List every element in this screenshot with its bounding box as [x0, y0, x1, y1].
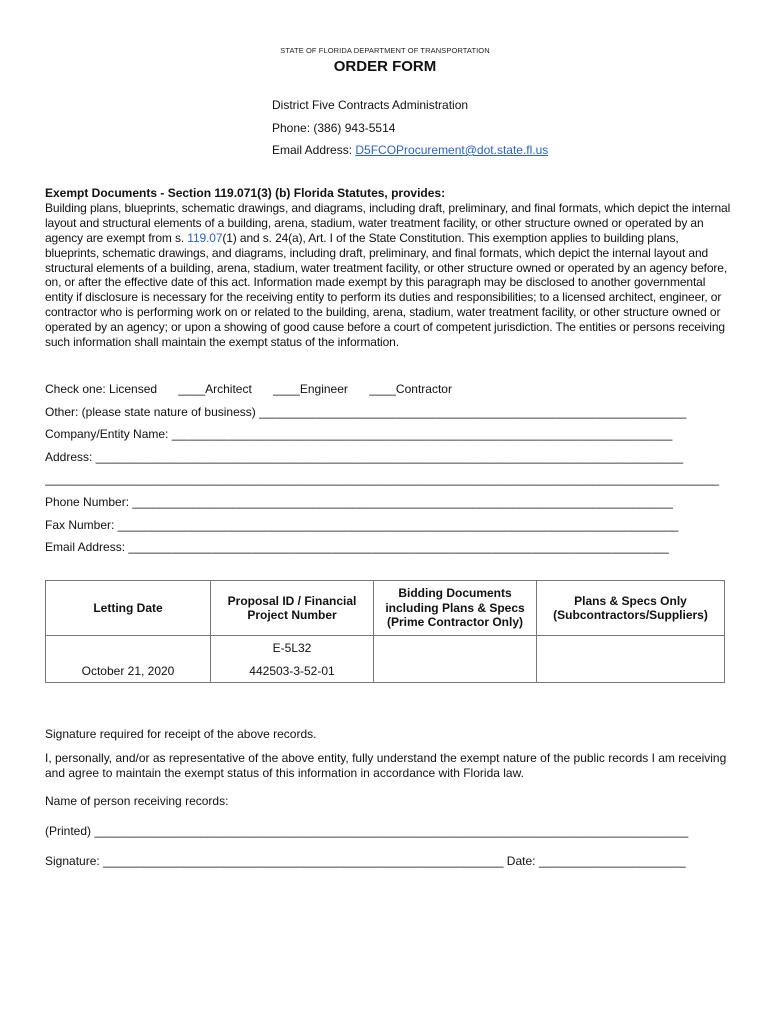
- exempt-text-part-a: Building plans, blueprints, schematic drawings, and diagrams, including draft, preliminary, and final formats, which depict the internal layout and structural elements of a building, arena, stadium, water treatment facility, or other structure owned or operated by an agency are exempt from s.: [45, 200, 731, 245]
- address-line-2-field[interactable]: _____________________________________________________________________________________________________: [45, 472, 720, 487]
- contact-email-row: [272, 139, 548, 162]
- letting-date-header: Letting Date: [46, 581, 211, 636]
- signoff-section: [45, 727, 735, 869]
- exempt-body: [45, 201, 735, 350]
- table-row: [46, 636, 725, 660]
- plans-specs-header: Plans & Specs Only (Subcontractors/Suppliers): [537, 581, 725, 636]
- form-header: [0, 46, 770, 75]
- letting-date-cell: October 21, 2020: [46, 659, 211, 683]
- license-check-row: [45, 380, 735, 403]
- printed-name-field[interactable]: (Printed) _________________________________________________________________________________________: [45, 824, 689, 838]
- signature-field[interactable]: Signature: ____________________________________________________________: [45, 854, 504, 868]
- signature-required-note: Signature required for receipt of the above records.: [45, 727, 317, 741]
- applicant-fields: [45, 380, 735, 561]
- plans-specs-cell[interactable]: [537, 636, 725, 683]
- check-one-label: Check one: Licensed: [45, 382, 158, 396]
- form-title: ORDER FORM: [333, 58, 437, 75]
- fax-number-field[interactable]: Fax Number: ____________________________________________________________________________________: [45, 517, 679, 532]
- exempt-heading: Exempt Documents - Section 119.071(3) (b) Florida Statutes, provides:: [45, 186, 446, 200]
- acknowledgement-statement: I, personally, and/or as representative of the above entity, fully understand the exempt nature of the public records I am receiving and agree to maintain the exempt status of this information in accordance with Florida law.: [45, 751, 727, 780]
- district-name: District Five Contracts Administration: [272, 98, 469, 112]
- contact-phone: Phone: (386) 943-5514: [272, 120, 396, 135]
- email-address-field[interactable]: Email Address: _________________________________________________________________________________: [45, 540, 669, 555]
- statute-reference: 119.07: [187, 230, 223, 245]
- contact-block: [272, 94, 548, 162]
- table-header-row: [46, 581, 725, 636]
- other-business-field[interactable]: Other: (please state nature of business) ________________________________________________________________: [45, 404, 687, 419]
- architect-option[interactable]: ____Architect: [178, 382, 252, 396]
- letting-date-cell-top: [46, 636, 211, 660]
- proposal-id-cell: E-5L32: [211, 636, 374, 660]
- date-field[interactable]: Date: ______________________: [503, 854, 686, 868]
- receiver-name-label: Name of person receiving records:: [45, 794, 229, 808]
- bidding-documents-header: Bidding Documents including Plans & Specs (Prime Contractor Only): [374, 581, 537, 636]
- signature-row: [45, 854, 735, 869]
- company-name-field[interactable]: Company/Entity Name: ___________________________________________________________________________: [45, 427, 673, 442]
- agency-name: STATE OF FLORIDA DEPARTMENT OF TRANSPORTATION: [280, 46, 490, 55]
- phone-number-field[interactable]: Phone Number: _________________________________________________________________________________: [45, 494, 673, 509]
- bidding-documents-cell[interactable]: [374, 636, 537, 683]
- contact-email-link[interactable]: D5FCOProcurement@dot.state.fl.us: [355, 143, 549, 157]
- exempt-text-part-b: (1) and s. 24(a), Art. I of the State Constitution. This exemption applies to building plans, blueprints, schematic drawings, and diagrams, including draft, preliminary, and final formats, which depict the internal layout and structural elements of a building, arena, stadium, water treatment facility, or other structure owned or operated by an agency before, on, or after the effective date of this act. Information made exempt by this paragraph may be disclosed to another governmental entity if disclosure is necessary for the receiving entity to perform its duties and responsibilities; to a licensed architect, engineer, or contractor who is performing work on or related to the building, arena, stadium, water treatment facility, or other structure owned or operated by an agency; or upon a showing of good cause before a court of competent jurisdiction. The entities or persons receiving such information shall maintain the exempt status of the information.: [45, 230, 728, 350]
- contractor-option[interactable]: ____Contractor: [369, 382, 452, 396]
- financial-project-cell: 442503-3-52-01: [211, 659, 374, 683]
- proposal-id-header: Proposal ID / Financial Project Number: [211, 581, 374, 636]
- exempt-documents-section: [45, 186, 735, 350]
- engineer-option[interactable]: ____Engineer: [273, 382, 348, 396]
- contact-email-label: Email Address:: [272, 143, 356, 157]
- address-field[interactable]: Address: ________________________________________________________________________________________: [45, 449, 683, 464]
- records-table: [45, 580, 725, 683]
